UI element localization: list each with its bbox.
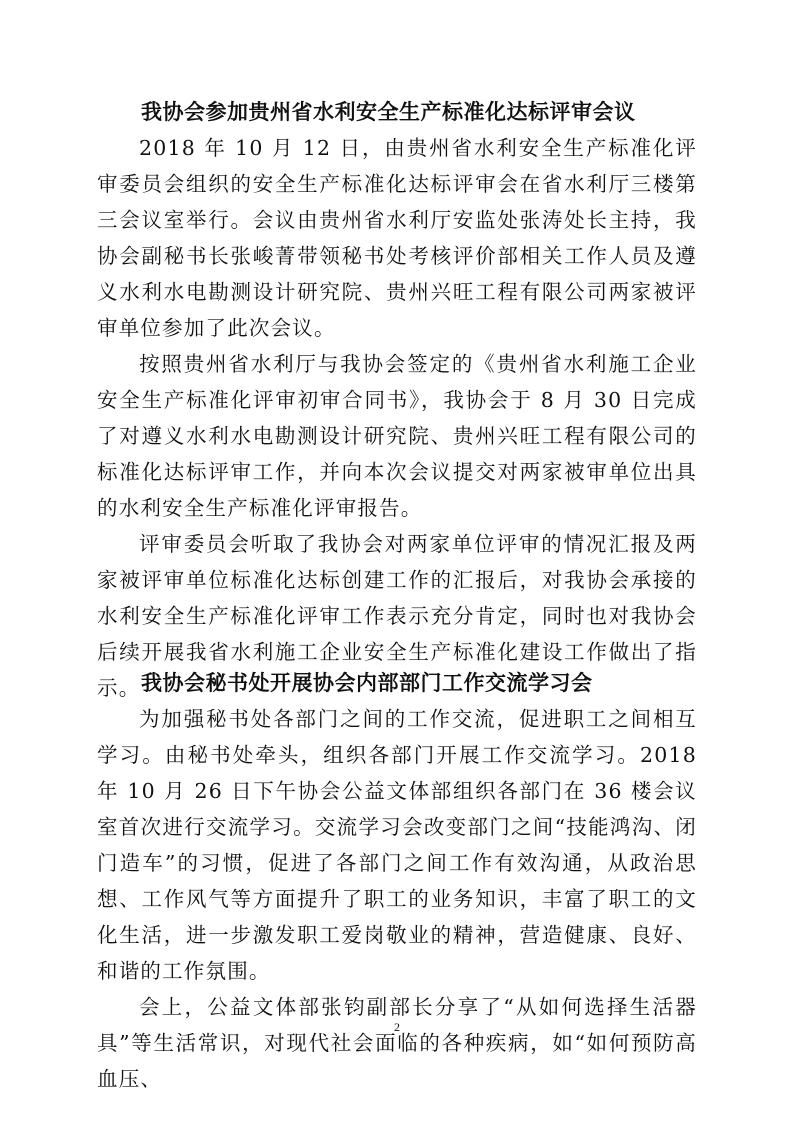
- article-paragraph: 按照贵州省水利厅与我协会签定的《贵州省水利施工企业安全生产标准化评审初审合同书》，我协会于 8 月 30 日完成了对遵义水利水电勘测设计研究院、贵州兴旺工程有限公司的标准化达标评审工作，并向本次会议提交对两家被审单位出具的水利安全生产标准化评审报告。: [97, 352, 697, 520]
- article-paragraph: 会上，公益文体部张钧副部长分享了“从如何选择生活器具”等生活常识，对现代社会面临的各种疾病，如“如何预防高血压、: [97, 995, 697, 1091]
- article-paragraph: 2018 年 10 月 12 日，由贵州省水利安全生产标准化评审委员会组织的安全生产标准化达标评审会在省水利厅三楼第三会议室举行。会议由贵州省水利厅安监处张涛处长主持，我协会副秘书长张峻菁带领秘书处考核评价部相关工作人员及遵义水利水电勘测设计研究院、贵州兴旺工程有限公司两家被评审单位参加了此次会议。: [97, 136, 697, 340]
- article-meeting-review: [97, 94, 697, 706]
- article-paragraph: 为加强秘书处各部门之间的工作交流，促进职工之间相互学习。由秘书处牵头，组织各部门开展工作交流学习。2018 年 10 月 26 日下午协会公益文体部组织各部门在 36 楼会议室首次进行交流学习。交流学习会改变部门之间“技能鸿沟、闭门造车”的习惯，促进了各部门之间工作有效沟通，从政治思想、工作风气等方面提升了职工的业务知识，丰富了职工的文化生活，进一步激发职工爱岗敬业的精神，营造健康、良好、和谐的工作氛围。: [97, 707, 697, 983]
- article-title: 我协会秘书处开展协会内部部门工作交流学习会: [141, 671, 593, 695]
- article-paragraph: 评审委员会听取了我协会对两家单位评审的情况汇报及两家被评审单位标准化达标创建工作的汇报后，对我协会承接的水利安全生产标准化评审工作表示充分肯定，同时也对我协会后续开展我省水利施工企业安全生产标准化建设工作做出了指示。: [97, 532, 697, 700]
- page-number: 2: [394, 1020, 400, 1034]
- article-title: 我协会参加贵州省水利安全生产标准化达标评审会议: [141, 100, 636, 124]
